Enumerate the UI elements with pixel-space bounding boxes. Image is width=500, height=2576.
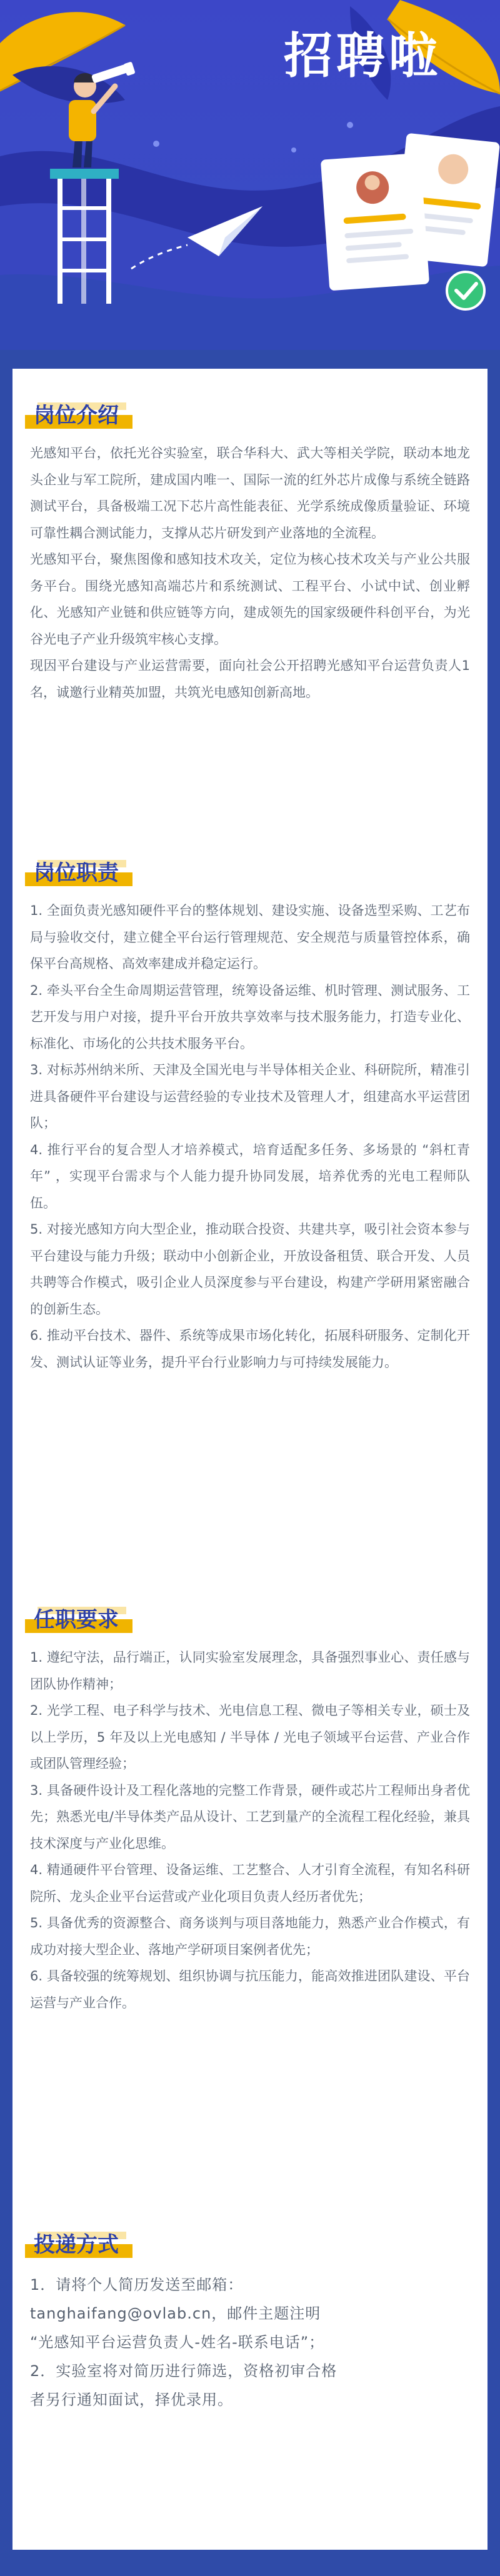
list-item: 2. 牵头平台全生命周期运营管理，统筹设备运维、机时管理、测试服务、工艺开发与用户对接，提升平台开放共享效率与技术服务能力，打造专业化、标准化、市场化的公共技术服务平台。 [30, 982, 470, 1051]
list-item: 6. 具备较强的统筹规划、组织协调与抗压能力，能高效推进团队建设、平台运营与产业合作。 [30, 1969, 470, 2010]
list-item: 1. 遵纪守法，品行端正，认同实验室发展理念，具备强烈事业心、责任感与团队协作精神； [30, 1650, 470, 1692]
section-title-apply: 投递方式 [30, 2228, 124, 2262]
check-badge-icon [447, 272, 484, 309]
apply-line: 者另行通知面试，择优录用。 [30, 2391, 233, 2409]
apply-email-line: tanghaifang@ovlab.cn，邮件主题注明 [30, 2305, 321, 2322]
duties-list [30, 897, 470, 1375]
section-title-requirements: 任职要求 [30, 1603, 124, 1637]
apply-line: 2．实验室将对简历进行筛选，资格初审合格 [30, 2362, 338, 2380]
section-duties [30, 856, 470, 1375]
lookout-tower-icon [50, 169, 119, 304]
content-panel [12, 369, 488, 2550]
requirements-list [30, 1644, 470, 2016]
hero-banner [0, 0, 500, 350]
section-requirements [30, 1603, 470, 2016]
section-title-duties: 岗位职责 [30, 856, 124, 890]
resume-card-front-icon [321, 153, 429, 291]
list-item: 6. 推动平台技术、器件、系统等成果市场化转化，拓展科研服务、定制化开发、测试认证等业务，提升平台行业影响力与可持续发展能力。 [30, 1328, 470, 1370]
footer-stripe [0, 2550, 500, 2576]
apply-line: “光感知平台运营负责人-姓名-联系电话”； [30, 2334, 325, 2351]
list-item: 3. 对标苏州纳米所、天津及全国光电与半导体相关企业、科研院所，精准引进具备硬件平台建设与运营经验的专业技术及管理人才，组建高水平运营团队； [30, 1062, 470, 1131]
intro-body [30, 440, 470, 706]
list-item: 5. 对接光感知方向大型企业，推动联合投资、共建共享，吸引社会资本参与平台建设与能力升级；联动中小创新企业，开放设备租赁、联合开发、人员共聘等合作模式，吸引企业人员深度参与平台建设，构建产学研用紧密融合的创新生态。 [30, 1222, 470, 1317]
section-apply [30, 2228, 470, 2414]
list-item: 1. 全面负责光感知硬件平台的整体规划、建设实施、设备选型采购、工艺布局与验收交付，建立健全平台运行管理规范、安全规范与质量管控体系，确保平台高规格、高效率建成并稳定运行。 [30, 903, 470, 971]
intro-paragraph: 光感知平台，依托光谷实验室，联合华科大、武大等相关学院，联动本地龙头企业与军工院所，建成国内唯一、国际一流的红外芯片成像与系统全链路测试平台，具备极端工况下芯片高性能表征、光学系统成像质量验证、环境可靠性耦合测试能力，支撑从芯片研发到产业落地的全流程。 [30, 446, 470, 541]
hero-title: 招聘啦 [283, 28, 441, 84]
list-item: 4. 精通硬件平台管理、设备运维、工艺整合、人才引育全流程，有知名科研院所、龙头企业平台运营或产业化项目负责人经历者优先； [30, 1862, 470, 1904]
intro-paragraph: 光感知平台，聚焦图像和感知技术攻关，定位为核心技术攻关与产业公共服务平台。围绕光感知高端芯片和系统测试、工程平台、小试中试、创业孵化、光感知产业链和供应链等方向，建成领先的国家级硬件科创平台，为光谷光电子产业升级筑牢核心支撑。 [30, 552, 470, 647]
intro-paragraph: 现因平台建设与产业运营需要，面向社会公开招聘光感知平台运营负责人1名，诚邀行业精英加盟，共筑光电感知创新高地。 [30, 658, 470, 700]
section-intro [30, 399, 470, 706]
list-item: 4. 推行平台的复合型人才培养模式，培育适配多任务、多场景的 “斜杠青年” ，实现平台需求与个人能力提升协同发展，培养优秀的光电工程师队伍。 [30, 1142, 470, 1211]
list-item: 2. 光学工程、电子科学与技术、光电信息工程、微电子等相关专业，硕士及以上学历，5 年及以上光电感知 / 半导体 / 光电子领域平台运营、产业合作或团队管理经验； [30, 1703, 470, 1771]
apply-line: 1．请将个人简历发送至邮箱： [30, 2276, 244, 2294]
list-item: 5. 具备优秀的资源整合、商务谈判与项目落地能力，熟悉产业合作模式，有成功对接大型企业、落地产学研项目案例者优先； [30, 1915, 470, 1957]
apply-body [30, 2270, 470, 2414]
list-item: 3. 具备硬件设计及工程化落地的完整工作背景，硬件或芯片工程师出身者优先；熟悉光电/半导体类产品从设计、工艺到量产的全流程工程化经验，兼具技术深度与产业化思维。 [30, 1782, 470, 1851]
person-telescope-icon [69, 61, 136, 167]
section-title-intro: 岗位介绍 [30, 399, 124, 432]
